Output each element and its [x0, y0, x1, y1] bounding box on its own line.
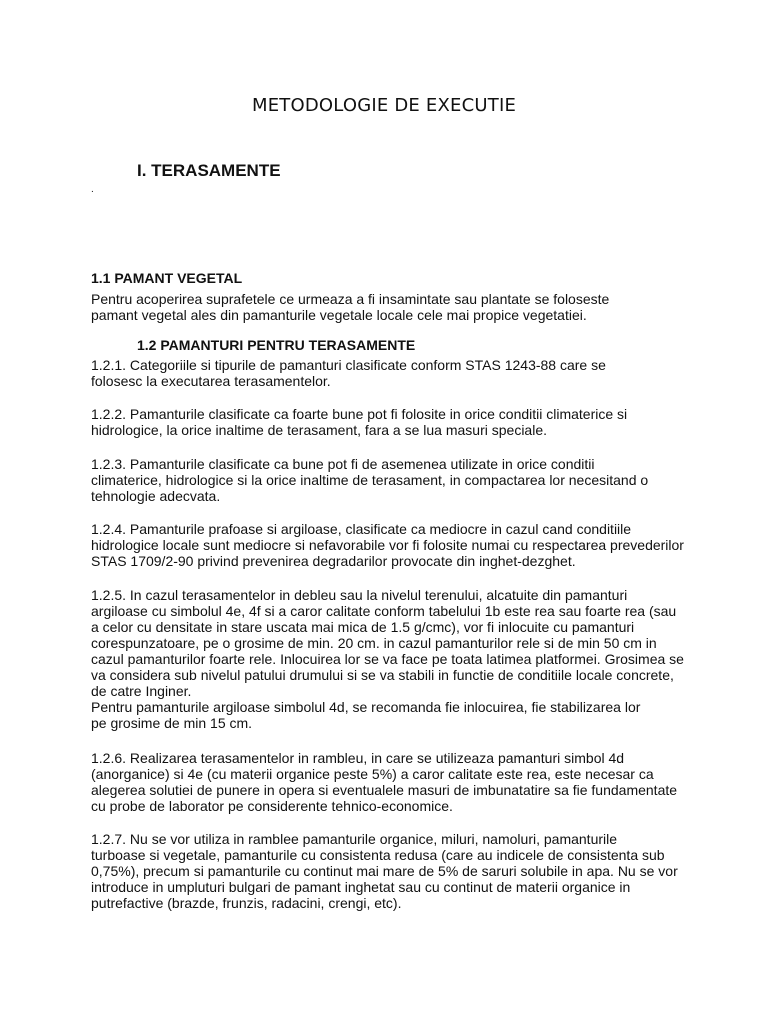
stray-dot: . [91, 184, 94, 195]
paragraph-1-2-4: 1.2.4. Pamanturile prafoase si argiloase, clasificate ca mediocre in cazul cand conditiile hidrologice locale sunt mediocre si nefavorabile vor fi folosite numai cu respectarea prevederilor STAS 1709/2-90 privind prevenirea degradarilor provocate din inghet-dezghet. [91, 521, 684, 569]
paragraph-1-2-6: 1.2.6. Realizarea terasamentelor in rambleu, in care se utilizeaza pamanturi simbol 4d (anorganice) si 4e (cu materii organice peste 5%) a caror calitate este rea, este necesar ca alegerea solutiei de punere in opera si eventualele masuri de imbunatatire sa fie fundamentate cu probe de laborator pe considerente tehnico-economice. [91, 750, 678, 814]
chapter-heading: I. TERASAMENTE [137, 161, 281, 180]
section-heading-1-2: 1.2 PAMANTURI PENTRU TERASAMENTE [137, 337, 416, 353]
paragraph-1-2-5: 1.2.5. In cazul terasamentelor in debleu sau la nivelul terenului, alcatuite din pamanturi argiloase cu simbolul 4e, 4f si a caror calitate conform tabelului 1b este rea sau foarte rea (sau a celor cu densitate in stare uscata mai mica de 1.5 g/cmc), vor fi inlocuite cu pamanturi corespunzatoare, pe o grosime de min. 20 cm. in cazul pamanturilor rele si de min 50 cm in cazul pamanturilor foarte rele. Inlocuirea lor se va face pe toata latimea platformei. Grosimea se va considera sub nivelul patului drumului si se va stabili in functie de conditiile locale concrete, de catre Inginer. Pentru pamanturile argiloase simbolul 4d, se recomanda fie inlocuirea, fie stabilizarea lor pe grosime de min 15 cm. [91, 587, 684, 731]
paragraph-1-1: Pentru acoperirea suprafetele ce urmeaza a fi insamintate sau plantate se foloseste pamant vegetal ales din pamanturile vegetale locale cele mai propice vegetatiei. [91, 291, 610, 323]
paragraph-1-2-7: 1.2.7. Nu se vor utiliza in ramblee pamanturile organice, miluri, namoluri, pamanturile turboase si vegetale, pamanturile cu consistenta redusa (care au indicele de consistenta sub 0,75%), precum si pamanturile cu continut mai mare de 5% de saruri solubile in apa. Nu se vor introduce in umpluturi bulgari de pamant inghetat sau cu continut de materii organice in putrefactive (brazde, frunzis, radacini, crengi, etc). [91, 831, 678, 911]
section-heading-1-1: 1.1 PAMANT VEGETAL [91, 270, 243, 286]
paragraph-1-2-3: 1.2.3. Pamanturile clasificate ca bune pot fi de asemenea utilizate in orice conditii climaterice, hidrologice si la orice inaltime de terasament, in compactarea lor necesitand o tehnologie adecvata. [91, 456, 649, 504]
document-title: METODOLOGIE DE EXECUTIE [251, 95, 517, 116]
paragraph-1-2-2: 1.2.2. Pamanturile clasificate ca foarte bune pot fi folosite in orice conditii climaterice si hidrologice, la orice inaltime de terasament, fara a se lua masuri speciale. [91, 406, 628, 438]
paragraph-1-2-1: 1.2.1. Categoriile si tipurile de pamanturi clasificate conform STAS 1243-88 care se folosesc la executarea terasamentelor. [91, 357, 606, 389]
